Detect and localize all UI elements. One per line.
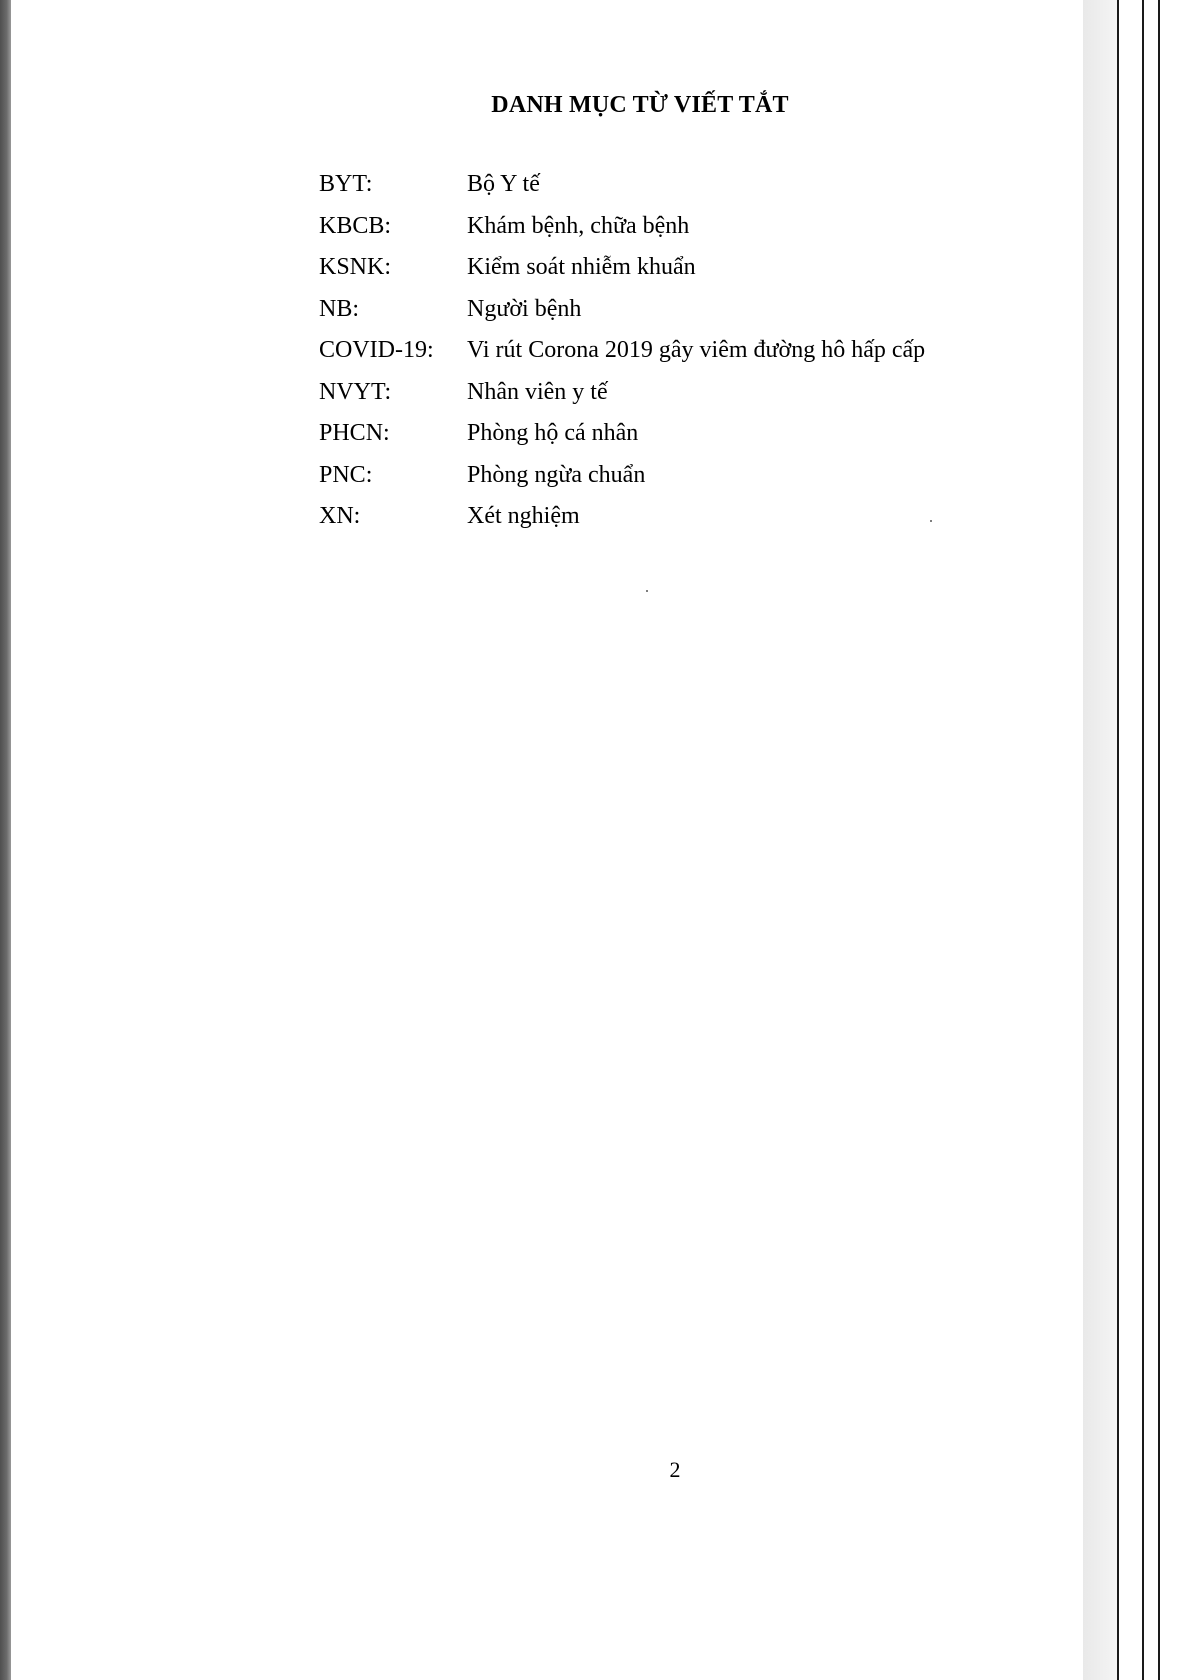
abbreviation-term: XN: [319,503,361,529]
abbreviation-definition: Kiểm soát nhiễm khuẩn [467,254,696,280]
scan-right-shade [1083,0,1117,1680]
abbreviation-definition: Bộ Y tế [467,171,540,197]
abbreviation-row [319,164,1079,206]
abbreviation-definition: Người bệnh [467,295,582,322]
abbreviation-definition: Nhân viên y tế [467,378,608,405]
abbreviation-term: NB: [319,295,360,322]
page-title: DANH MỤC TỪ VIẾT TẮT [491,92,789,118]
scan-border-line [1142,0,1144,1680]
abbreviation-list [319,164,1079,538]
abbreviation-row [319,206,1079,248]
abbreviation-row [319,330,1079,372]
abbreviation-row [319,247,1079,289]
abbreviation-row [319,496,1079,538]
abbreviation-term: PNC: [319,461,373,488]
abbreviation-definition: Khám bệnh, chữa bệnh [467,212,690,239]
scan-border-line [1158,0,1160,1680]
page-number: 2 [669,1457,681,1482]
scan-border-line [1117,0,1119,1680]
abbreviation-term: COVID-19: [319,337,434,363]
scan-left-edge [0,0,11,1680]
abbreviation-term: PHCN: [319,420,390,446]
abbreviation-term: NVYT: [319,378,392,405]
abbreviation-term: KBCB: [319,212,392,239]
abbreviation-definition: Xét nghiệm [467,503,580,529]
abbreviation-term: KSNK: [319,254,392,280]
abbreviation-row [319,455,1079,497]
scan-speck [930,520,932,522]
scan-speck [646,590,648,592]
abbreviation-term: BYT: [319,171,373,197]
abbreviation-definition: Phòng ngừa chuẩn [467,461,646,488]
abbreviation-row [319,289,1079,331]
abbreviation-definition: Phòng hộ cá nhân [467,420,639,446]
abbreviation-row [319,413,1079,455]
abbreviation-definition: Vi rút Corona 2019 gây viêm đường hô hấp cấp [467,337,926,363]
abbreviation-row [319,372,1079,414]
